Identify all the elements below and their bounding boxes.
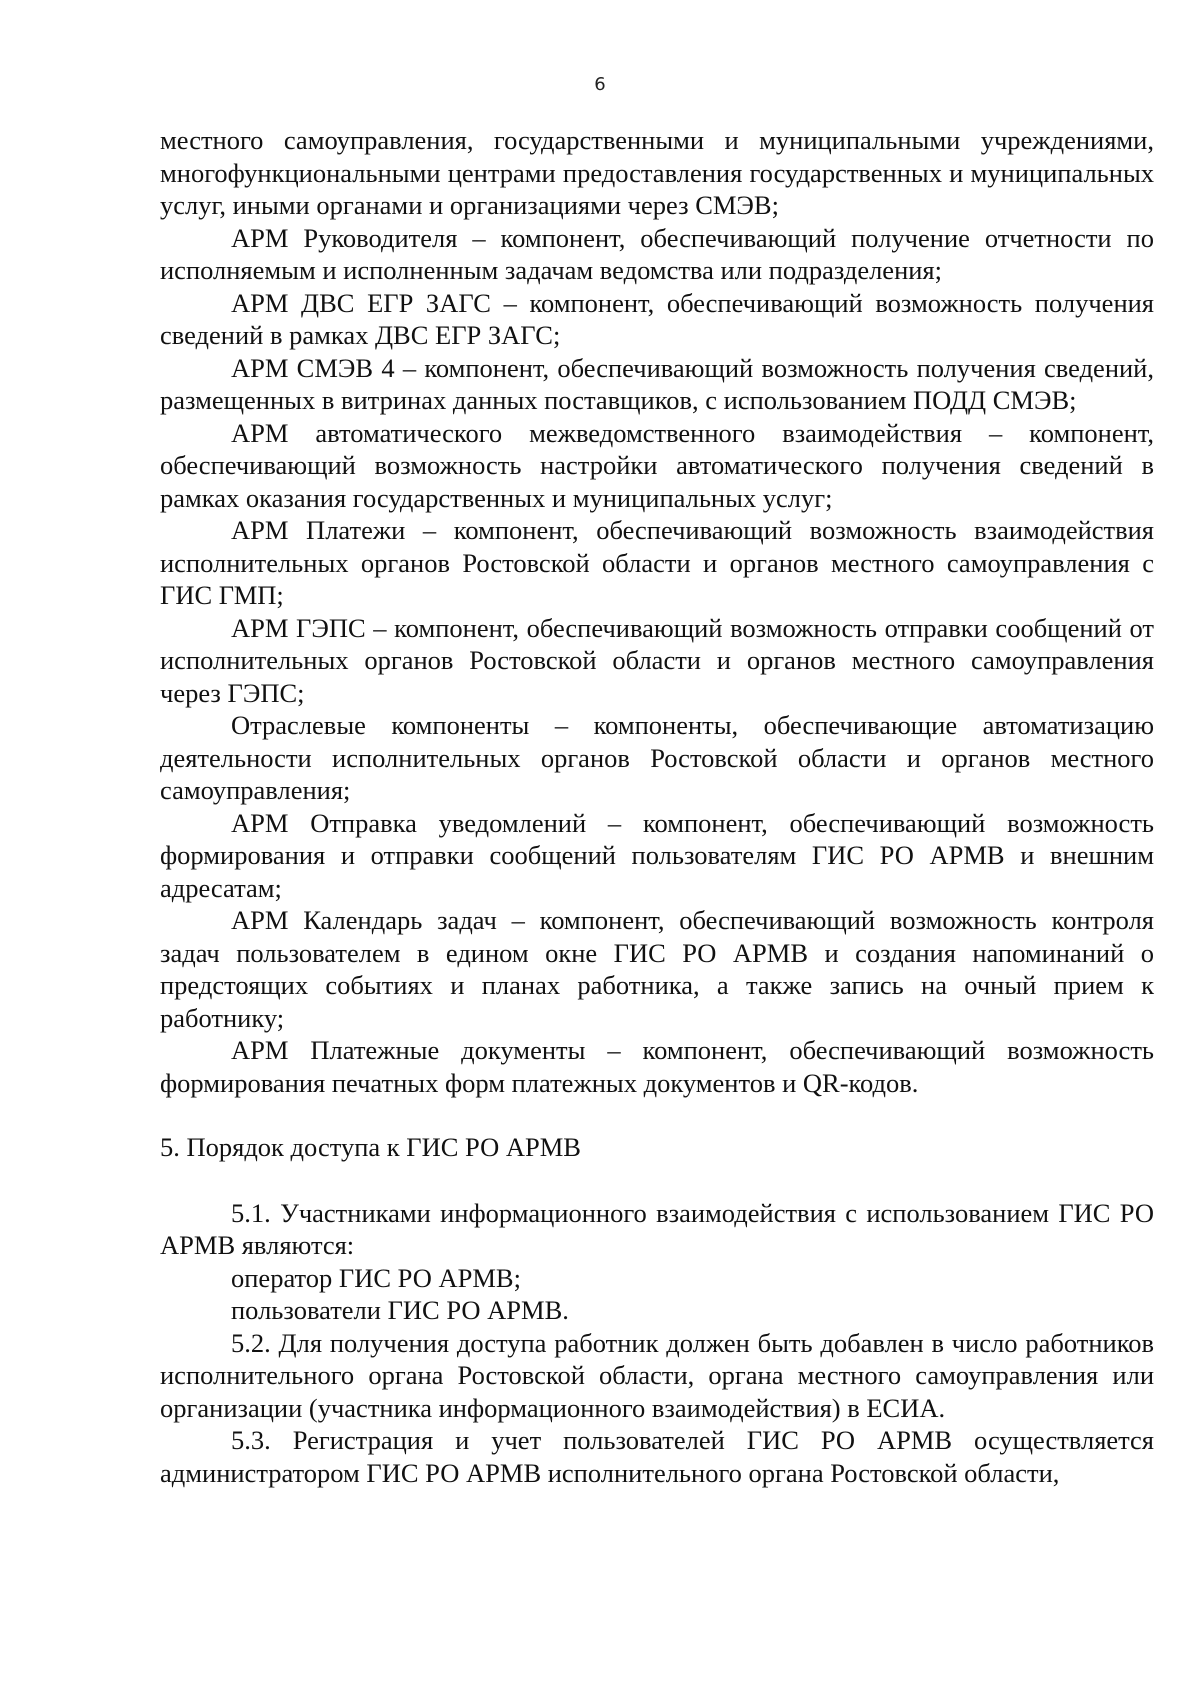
paragraph-continuation: местного самоуправления, государственными и муниципальными учреждениями, многофункциональными центрами предоставления государственных и муниципальных услуг, иными органами и организациями через СМЭВ; — [160, 125, 1154, 220]
paragraph-arm-auto-interaction: АРМ автоматического межведомственного взаимодействия – компонент, обеспечивающий возможность настройки автоматического получения сведений в рамках оказания государственных и муниципальных услуг; — [160, 417, 1154, 513]
paragraph-arm-notifications: АРМ Отправка уведомлений – компонент, обеспечивающий возможность формирования и отправки сообщений пользователям ГИС РО АРМВ и внешним адресатам; — [160, 807, 1154, 903]
paragraph-industry-components: Отраслевые компоненты – компоненты, обеспечивающие автоматизацию деятельности исполнительных органов Ростовской области и органов местного самоуправления; — [160, 710, 1154, 805]
paragraph-5-1: 5.1. Участниками информационного взаимодействия с использованием ГИС РО АРМВ являются: — [160, 1197, 1154, 1260]
page-number: 6 — [594, 74, 606, 95]
paragraph-arm-smev-4: АРМ СМЭВ 4 – компонент, обеспечивающий возможность получения сведений, размещенных в витринах данных поставщиков, с использованием ПОДД СМЭВ; — [160, 352, 1154, 415]
paragraph-arm-geps: АРМ ГЭПС – компонент, обеспечивающий возможность отправки сообщений от исполнительных органов Ростовской области и органов местного самоуправления через ГЭПС; — [160, 612, 1154, 708]
section-heading: 5. Порядок доступа к ГИС РО АРМВ — [160, 1132, 581, 1162]
paragraph-5-2: 5.2. Для получения доступа работник должен быть добавлен в число работников исполнительного органа Ростовской области, органа местного самоуправления или организации (участника информационного взаимодействия) в ЕСИА. — [160, 1327, 1154, 1423]
list-item-users: пользователи ГИС РО АРМВ. — [231, 1295, 569, 1325]
paragraph-arm-payment-documents: АРМ Платежные документы – компонент, обеспечивающий возможность формирования печатных форм платежных документов и QR-кодов. — [160, 1035, 1154, 1098]
paragraph-arm-payments: АРМ Платежи – компонент, обеспечивающий возможность взаимодействия исполнительных органов Ростовской области и органов местного самоуправления с ГИС ГМП; — [160, 515, 1154, 610]
list-item-operator: оператор ГИС РО АРМВ; — [231, 1262, 521, 1293]
paragraph-arm-task-calendar: АРМ Календарь задач – компонент, обеспечивающий возможность контроля задач пользователем в едином окне ГИС РО АРМВ и создания напоминаний о предстоящих событиях и планах работника, а также запись на очный прием к работнику; — [160, 905, 1154, 1033]
document-body — [160, 124, 1154, 1489]
paragraph-arm-dvs-egr-zags: АРМ ДВС ЕГР ЗАГС – компонент, обеспечивающий возможность получения сведений в рамках ДВС ЕГР ЗАГС; — [160, 287, 1154, 350]
paragraph-arm-rukovoditelya: АРМ Руководителя – компонент, обеспечивающий получение отчетности по исполняемым и исполненным задачам ведомства или подразделения; — [160, 222, 1154, 285]
paragraph-5-3: 5.3. Регистрация и учет пользователей ГИС РО АРМВ осуществляется администратором ГИС РО АРМВ исполнительного органа Ростовской области, — [160, 1425, 1154, 1488]
